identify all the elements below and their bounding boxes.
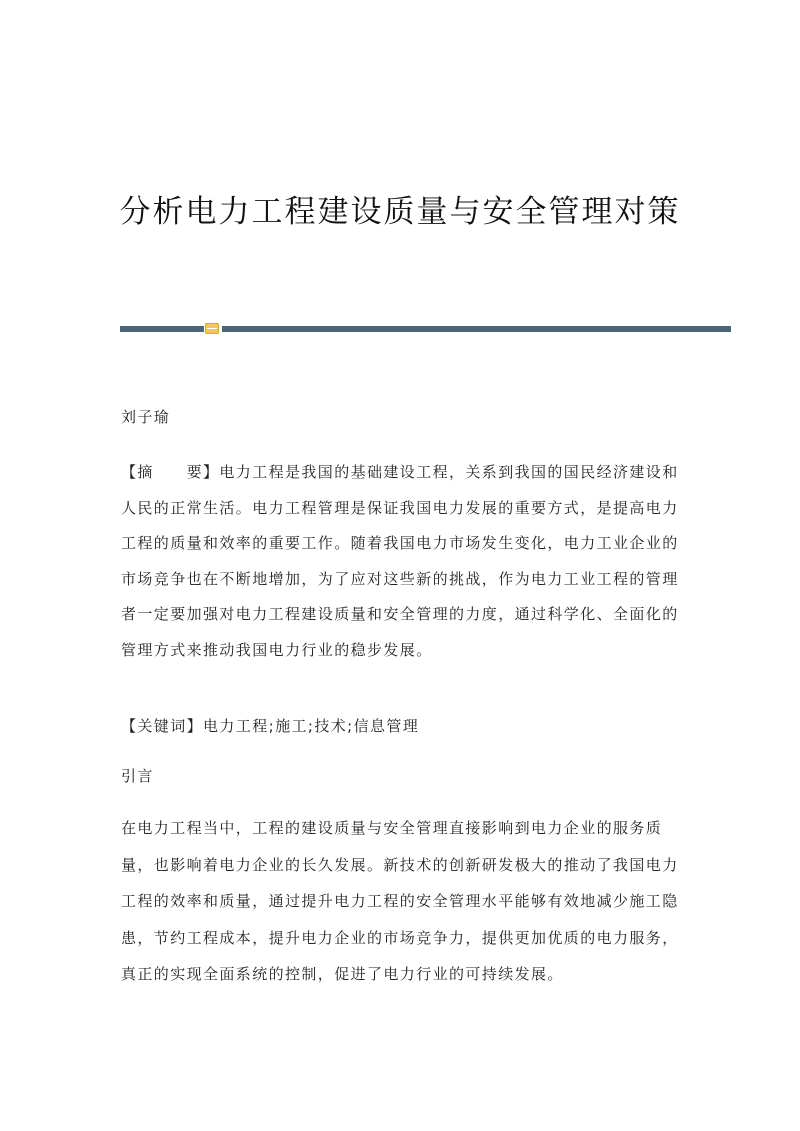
keywords-text: 电力工程;施工;技术;信息管理 [203, 717, 420, 735]
section-heading-intro: 引言 [121, 767, 154, 785]
abstract-label: 【摘 要】 [121, 463, 220, 481]
keywords-label: 【关键词】 [121, 717, 204, 735]
abstract-paragraph [121, 455, 681, 668]
title-divider-left [120, 326, 204, 332]
author-name: 刘子瑜 [121, 408, 171, 426]
intro-paragraph: 在电力工程当中，工程的建设质量与安全管理直接影响到电力企业的服务质量，也影响着电力企业的长久发展。新技术的创新研发极大的推动了我国电力工程的效率和质量，通过提升电力工程的安全管理水平能够有效地减少施工隐患，节约工程成本，提升电力企业的市场竞争力，提供更加优质的电力服务，真正的实现全面系统的控制，促进了电力行业的可持续发展。 [121, 819, 679, 983]
document-title: 分析电力工程建设质量与安全管理对策 [119, 194, 681, 230]
divider-ornament-icon [205, 323, 219, 334]
title-divider-right [222, 326, 731, 332]
keywords-line [121, 715, 681, 736]
abstract-text: 电力工程是我国的基础建设工程，关系到我国的国民经济建设和人民的正常生活。电力工程管理是保证我国电力发展的重要方式，是提高电力工程的质量和效率的重要工作。随着我国电力市场发生变化，电力工业企业的市场竞争也在不断地增加，为了应对这些新的挑战，作为电力工业工程的管理者一定要加强对电力工程建设质量和安全管理的力度，通过科学化、全面化的管理方式来推动我国电力行业的稳步发展。 [121, 463, 679, 659]
